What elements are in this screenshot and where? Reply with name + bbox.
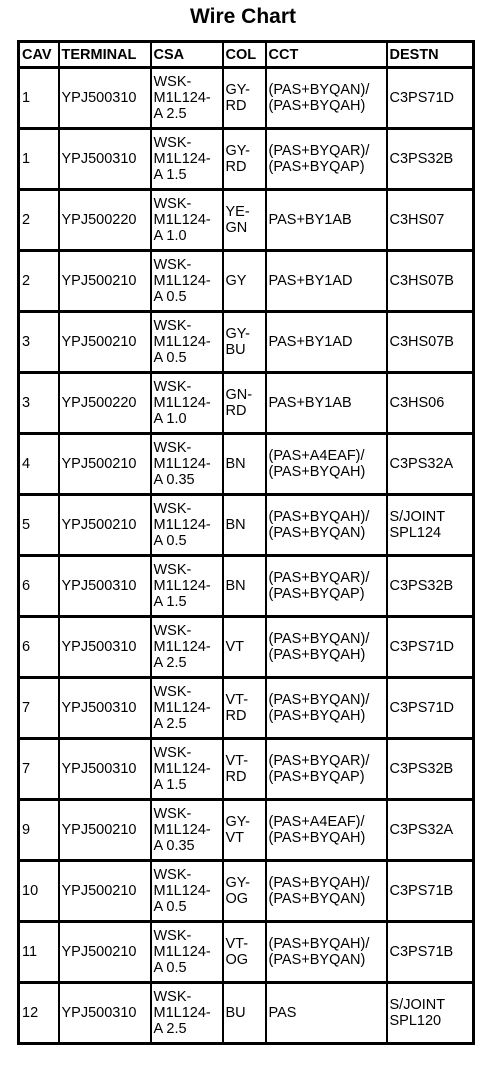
cell-destn: C3HS07B: [387, 312, 474, 373]
cell-cct: (PAS+A4EAF)/ (PAS+BYQAH): [266, 434, 387, 495]
table-row: [19, 861, 474, 922]
cell-cav: 7: [19, 739, 59, 800]
cell-csa: WSK- M1L124- A 0.5: [151, 251, 223, 312]
cell-cct: (PAS+BYQAR)/ (PAS+BYQAP): [266, 129, 387, 190]
table-row: [19, 678, 474, 739]
cell-cct: (PAS+BYQAN)/ (PAS+BYQAH): [266, 68, 387, 129]
cell-cct: PAS+BY1AB: [266, 373, 387, 434]
cell-destn: C3PS71B: [387, 922, 474, 983]
cell-destn: C3PS71D: [387, 617, 474, 678]
cell-destn: C3PS32B: [387, 129, 474, 190]
table-row: [19, 922, 474, 983]
cell-csa: WSK- M1L124- A 0.5: [151, 312, 223, 373]
cell-col: GY- OG: [223, 861, 266, 922]
cell-csa: WSK- M1L124- A 0.5: [151, 861, 223, 922]
header-cct: CCT: [266, 42, 387, 68]
cell-destn: C3PS32A: [387, 434, 474, 495]
cell-cct: (PAS+BYQAH)/ (PAS+BYQAN): [266, 861, 387, 922]
table-row: [19, 68, 474, 129]
cell-destn: C3HS07: [387, 190, 474, 251]
cell-cav: 5: [19, 495, 59, 556]
header-row: [19, 42, 474, 68]
cell-destn: C3PS32B: [387, 739, 474, 800]
cell-destn: C3PS71D: [387, 678, 474, 739]
cell-col: GY- VT: [223, 800, 266, 861]
cell-col: BU: [223, 983, 266, 1044]
cell-csa: WSK- M1L124- A 1.0: [151, 190, 223, 251]
cell-terminal: YPJ500220: [59, 190, 151, 251]
cell-csa: WSK- M1L124- A 0.5: [151, 922, 223, 983]
header-col: COL: [223, 42, 266, 68]
cell-col: BN: [223, 556, 266, 617]
header-cav: CAV: [19, 42, 59, 68]
cell-terminal: YPJ500210: [59, 495, 151, 556]
header-terminal: TERMINAL: [59, 42, 151, 68]
cell-terminal: YPJ500310: [59, 68, 151, 129]
cell-terminal: YPJ500310: [59, 617, 151, 678]
cell-col: GY: [223, 251, 266, 312]
cell-col: BN: [223, 495, 266, 556]
cell-col: VT- OG: [223, 922, 266, 983]
cell-col: VT- RD: [223, 678, 266, 739]
page-title: Wire Chart: [190, 5, 296, 28]
header-csa: CSA: [151, 42, 223, 68]
cell-col: BN: [223, 434, 266, 495]
cell-cct: (PAS+BYQAH)/ (PAS+BYQAN): [266, 495, 387, 556]
cell-cct: (PAS+BYQAN)/ (PAS+BYQAH): [266, 617, 387, 678]
cell-terminal: YPJ500210: [59, 312, 151, 373]
cell-cav: 1: [19, 68, 59, 129]
cell-cct: PAS+BY1AD: [266, 312, 387, 373]
cell-cav: 2: [19, 251, 59, 312]
table-row: [19, 312, 474, 373]
cell-cav: 10: [19, 861, 59, 922]
cell-destn: C3HS06: [387, 373, 474, 434]
cell-col: GN- RD: [223, 373, 266, 434]
table-row: [19, 251, 474, 312]
cell-col: GY- BU: [223, 312, 266, 373]
cell-csa: WSK- M1L124- A 1.5: [151, 739, 223, 800]
cell-csa: WSK- M1L124- A 2.5: [151, 678, 223, 739]
cell-destn: C3PS32A: [387, 800, 474, 861]
table-row: [19, 800, 474, 861]
cell-cav: 9: [19, 800, 59, 861]
cell-cct: (PAS+BYQAH)/ (PAS+BYQAN): [266, 922, 387, 983]
cell-col: YE- GN: [223, 190, 266, 251]
cell-terminal: YPJ500310: [59, 129, 151, 190]
cell-destn: C3HS07B: [387, 251, 474, 312]
cell-csa: WSK- M1L124- A 0.35: [151, 800, 223, 861]
cell-cav: 7: [19, 678, 59, 739]
cell-destn: C3PS71B: [387, 861, 474, 922]
cell-cav: 2: [19, 190, 59, 251]
cell-col: GY- RD: [223, 68, 266, 129]
table-row: [19, 617, 474, 678]
cell-terminal: YPJ500210: [59, 800, 151, 861]
cell-csa: WSK- M1L124- A 2.5: [151, 68, 223, 129]
wire-chart-table: [17, 40, 475, 1045]
cell-terminal: YPJ500210: [59, 251, 151, 312]
cell-cav: 3: [19, 312, 59, 373]
table-row: [19, 190, 474, 251]
cell-cav: 6: [19, 556, 59, 617]
table-row: [19, 983, 474, 1044]
cell-col: VT: [223, 617, 266, 678]
cell-cav: 4: [19, 434, 59, 495]
cell-destn: C3PS71D: [387, 68, 474, 129]
cell-terminal: YPJ500220: [59, 373, 151, 434]
cell-terminal: YPJ500210: [59, 922, 151, 983]
cell-csa: WSK- M1L124- A 0.5: [151, 495, 223, 556]
cell-cct: PAS: [266, 983, 387, 1044]
cell-csa: WSK- M1L124- A 1.0: [151, 373, 223, 434]
cell-destn: S/JOINT SPL124: [387, 495, 474, 556]
table-row: [19, 556, 474, 617]
cell-cct: PAS+BY1AD: [266, 251, 387, 312]
header-destn: DESTN: [387, 42, 474, 68]
cell-col: VT- RD: [223, 739, 266, 800]
table-row: [19, 495, 474, 556]
cell-csa: WSK- M1L124- A 0.35: [151, 434, 223, 495]
cell-terminal: YPJ500310: [59, 739, 151, 800]
cell-terminal: YPJ500310: [59, 556, 151, 617]
cell-cav: 1: [19, 129, 59, 190]
table-body: [19, 68, 474, 1044]
cell-cav: 12: [19, 983, 59, 1044]
cell-terminal: YPJ500210: [59, 861, 151, 922]
cell-terminal: YPJ500310: [59, 678, 151, 739]
table-row: [19, 739, 474, 800]
table-row: [19, 434, 474, 495]
cell-terminal: YPJ500310: [59, 983, 151, 1044]
cell-cav: 11: [19, 922, 59, 983]
cell-destn: S/JOINT SPL120: [387, 983, 474, 1044]
cell-destn: C3PS32B: [387, 556, 474, 617]
cell-cct: (PAS+BYQAN)/ (PAS+BYQAH): [266, 678, 387, 739]
cell-terminal: YPJ500210: [59, 434, 151, 495]
cell-csa: WSK- M1L124- A 2.5: [151, 983, 223, 1044]
cell-col: GY- RD: [223, 129, 266, 190]
cell-csa: WSK- M1L124- A 1.5: [151, 556, 223, 617]
cell-cav: 6: [19, 617, 59, 678]
cell-cct: (PAS+BYQAR)/ (PAS+BYQAP): [266, 556, 387, 617]
cell-cct: (PAS+BYQAR)/ (PAS+BYQAP): [266, 739, 387, 800]
table-row: [19, 129, 474, 190]
cell-cct: PAS+BY1AB: [266, 190, 387, 251]
table-row: [19, 373, 474, 434]
cell-cav: 3: [19, 373, 59, 434]
cell-cct: (PAS+A4EAF)/ (PAS+BYQAH): [266, 800, 387, 861]
cell-csa: WSK- M1L124- A 1.5: [151, 129, 223, 190]
table-header: [19, 42, 474, 68]
cell-csa: WSK- M1L124- A 2.5: [151, 617, 223, 678]
